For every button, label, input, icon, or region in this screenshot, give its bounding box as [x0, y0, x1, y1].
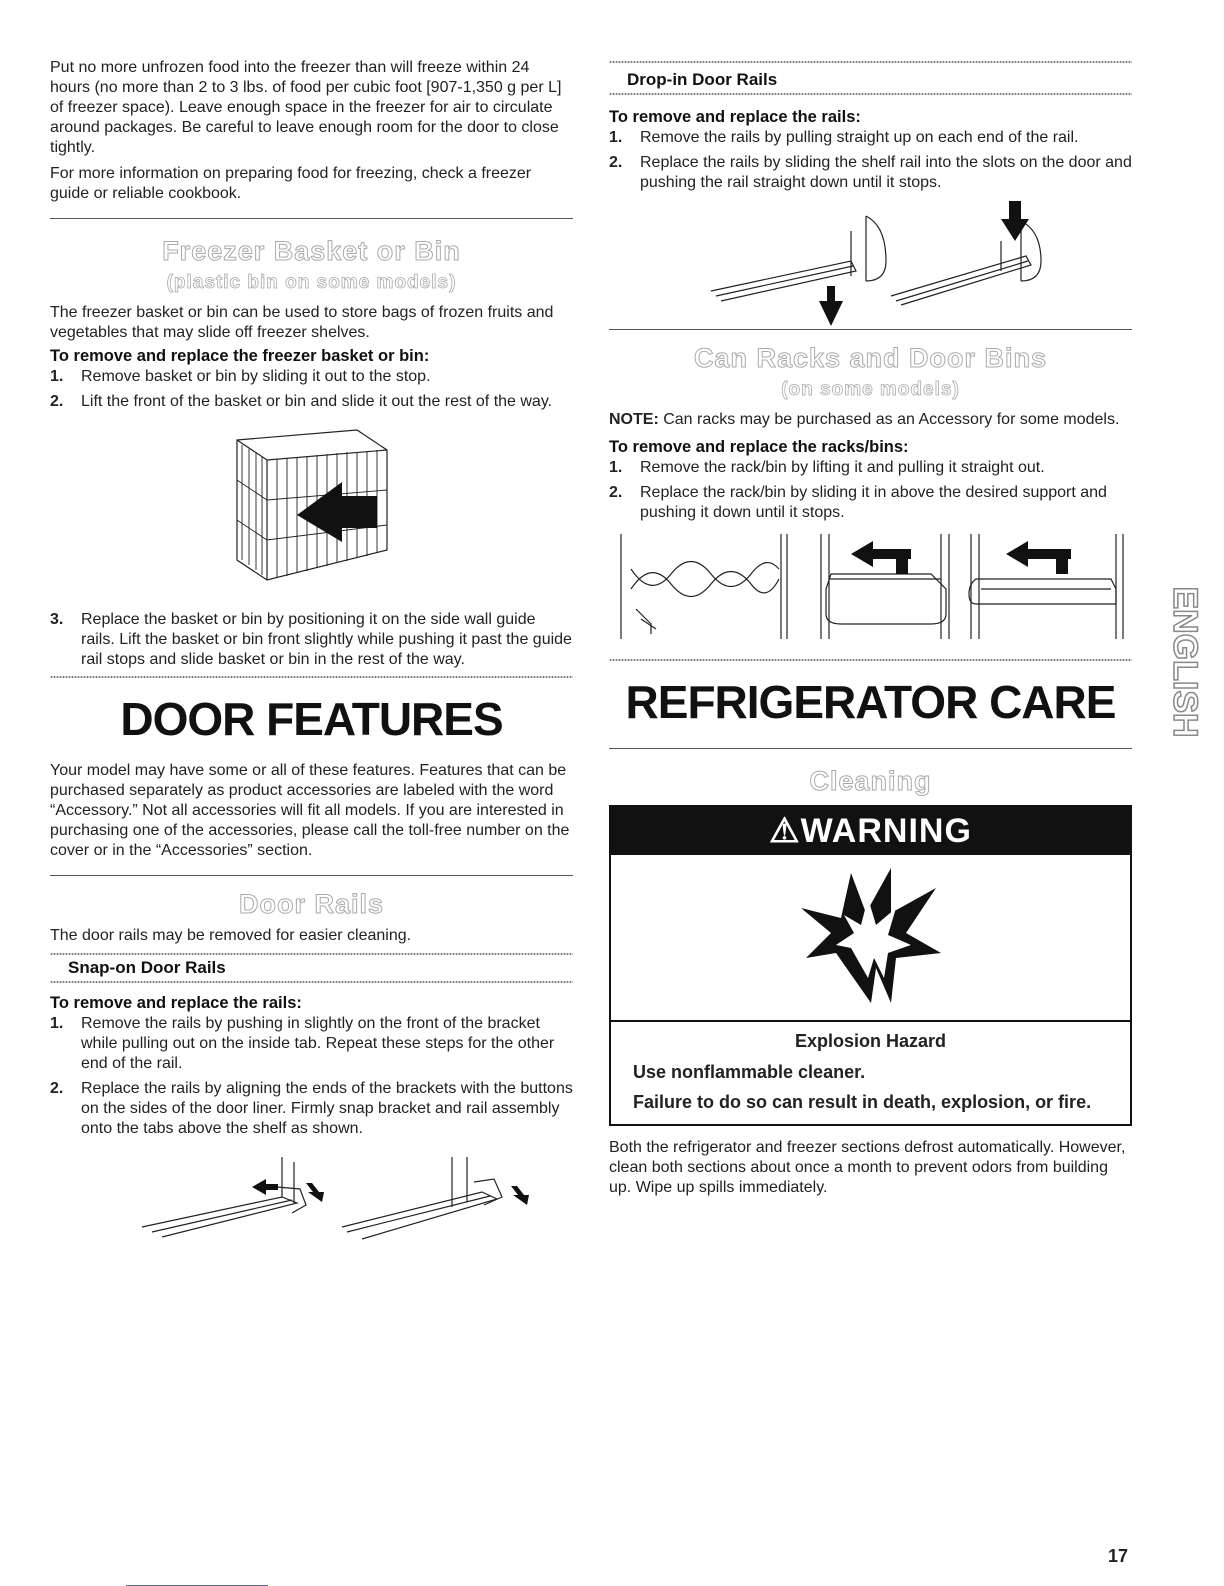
list-item: 2. Replace the rails by sliding the shelf rail into the slots on the door and pushing the rail straight down until it stops.: [609, 154, 1132, 191]
basket-step-3: [50, 610, 573, 670]
snap-on-rail-illustration: [82, 1147, 542, 1247]
section-divider: [50, 675, 573, 679]
list-item: 1. Remove the rails by pulling straight up on each end of the rail.: [609, 129, 1079, 146]
page-title: DOOR FEATURES: [120, 693, 503, 745]
intro-paragraph: Put no more unfrozen food into the freezer than will freeze within 24 hours (no more than 2 to 3 lbs. of food per cubic foot [907-1,350 g per L] of freezer space). Leave enough space in the freezer for air to circulate around packages. Be careful to leave enough room for the door to close tightly.: [50, 59, 562, 156]
section-divider: [609, 60, 1132, 64]
drop-in-steps: [609, 128, 1132, 193]
drop-in-rail-illustration: [691, 201, 1051, 321]
list-item: 2. Lift the front of the basket or bin and slide it out the rest of the way.: [50, 393, 553, 410]
cleaning-description: Both the refrigerator and freezer sections defrost automatically. However, clean both sections about once a month to prevent odors from building up. Wipe up spills immediately.: [609, 1139, 1126, 1196]
warning-triangle-icon: ⚠: [769, 812, 801, 850]
subsection-title: Drop-in Door Rails: [627, 70, 778, 89]
steps-title: To remove and replace the racks/bins:: [609, 438, 909, 456]
explosion-icon: [611, 855, 1130, 1022]
page-number: 17: [1108, 1546, 1129, 1566]
section-divider: [609, 329, 1132, 330]
list-item: 1. Remove the rails by pushing in slightly on the front of the bracket while pulling out on the inside tab. Repeat these steps for the other end of the rail.: [50, 1015, 555, 1072]
list-item: 1. Remove basket or bin by sliding it out to the stop.: [50, 368, 431, 385]
left-column: [50, 58, 573, 1247]
section-divider: [609, 658, 1132, 662]
steps-title: To remove and replace the rails:: [50, 994, 302, 1012]
list-item: 2. Replace the rack/bin by sliding it in above the desired support and pushing it down until it stops.: [609, 484, 1107, 521]
warning-header: ⚠WARNING: [611, 807, 1130, 855]
racks-steps: [609, 458, 1132, 523]
snap-on-steps: [50, 1014, 573, 1139]
section-divider: [609, 92, 1132, 96]
list-item: 1. Remove the rack/bin by lifting it and pulling it straight out.: [609, 459, 1045, 476]
section-subheading: (plastic bin on some models): [166, 272, 457, 293]
steps-title: To remove and replace the rails:: [609, 108, 861, 126]
steps-title: To remove and replace the freezer basket or bin:: [50, 347, 430, 365]
warning-line: Use nonflammable cleaner.: [633, 1062, 866, 1082]
door-rails-description: The door rails may be removed for easier cleaning.: [50, 927, 412, 944]
section-divider: [50, 218, 573, 219]
intro-paragraph-2: For more information on preparing food for freezing, check a freezer guide or reliable cookbook.: [50, 165, 532, 202]
section-heading: Freezer Basket or Bin: [162, 236, 461, 266]
list-item: 2. Replace the rails by aligning the ends of the brackets with the buttons on the sides of the door liner. Firmly snap bracket and rail assembly onto the tabs above the shelf as shown.: [50, 1080, 573, 1137]
warning-box: [609, 805, 1132, 1126]
section-divider: [50, 875, 573, 876]
warning-line: Failure to do so can result in death, explosion, or fire.: [633, 1092, 1092, 1112]
hazard-title: Explosion Hazard: [794, 1031, 947, 1051]
page-title: REFRIGERATOR CARE: [625, 676, 1116, 728]
svg-text:ENGLISH: ENGLISH: [1166, 586, 1204, 738]
can-rack-door-bin-illustration: [611, 529, 1131, 644]
warning-text: [611, 1022, 1130, 1124]
section-heading: Cleaning: [809, 766, 932, 796]
basket-steps: [50, 367, 573, 412]
right-column: [609, 58, 1132, 1198]
section-heading: Door Rails: [238, 889, 385, 919]
subsection-title: Snap-on Door Rails: [68, 958, 226, 977]
section-subheading: (on some models): [781, 379, 960, 400]
section-divider: [609, 748, 1132, 749]
section-divider: [50, 980, 573, 984]
door-features-description: Your model may have some or all of these features. Features that can be purchased separately as product accessories are labeled with the word “Accessory.” Not all accessories will fit all models. If you are interested in purchasing one of the accessories, please call the toll-free number on the cover or in the “Accessories” section.: [50, 762, 570, 859]
language-side-tab: [1156, 562, 1204, 762]
list-item: 3. Replace the basket or bin by positioning it on the side wall guide rails. Lift the basket or bin front slightly while pushing it past the guide rail stops and slide basket or bin in the rest of the way.: [50, 611, 572, 668]
basket-description: The freezer basket or bin can be used to store bags of frozen fruits and vegetables that may slide off freezer shelves.: [50, 304, 554, 341]
section-heading: Can Racks and Door Bins: [693, 343, 1048, 373]
note: NOTE: Can racks may be purchased as an Accessory for some models.: [609, 411, 1120, 428]
freezer-basket-illustration: [227, 420, 397, 600]
